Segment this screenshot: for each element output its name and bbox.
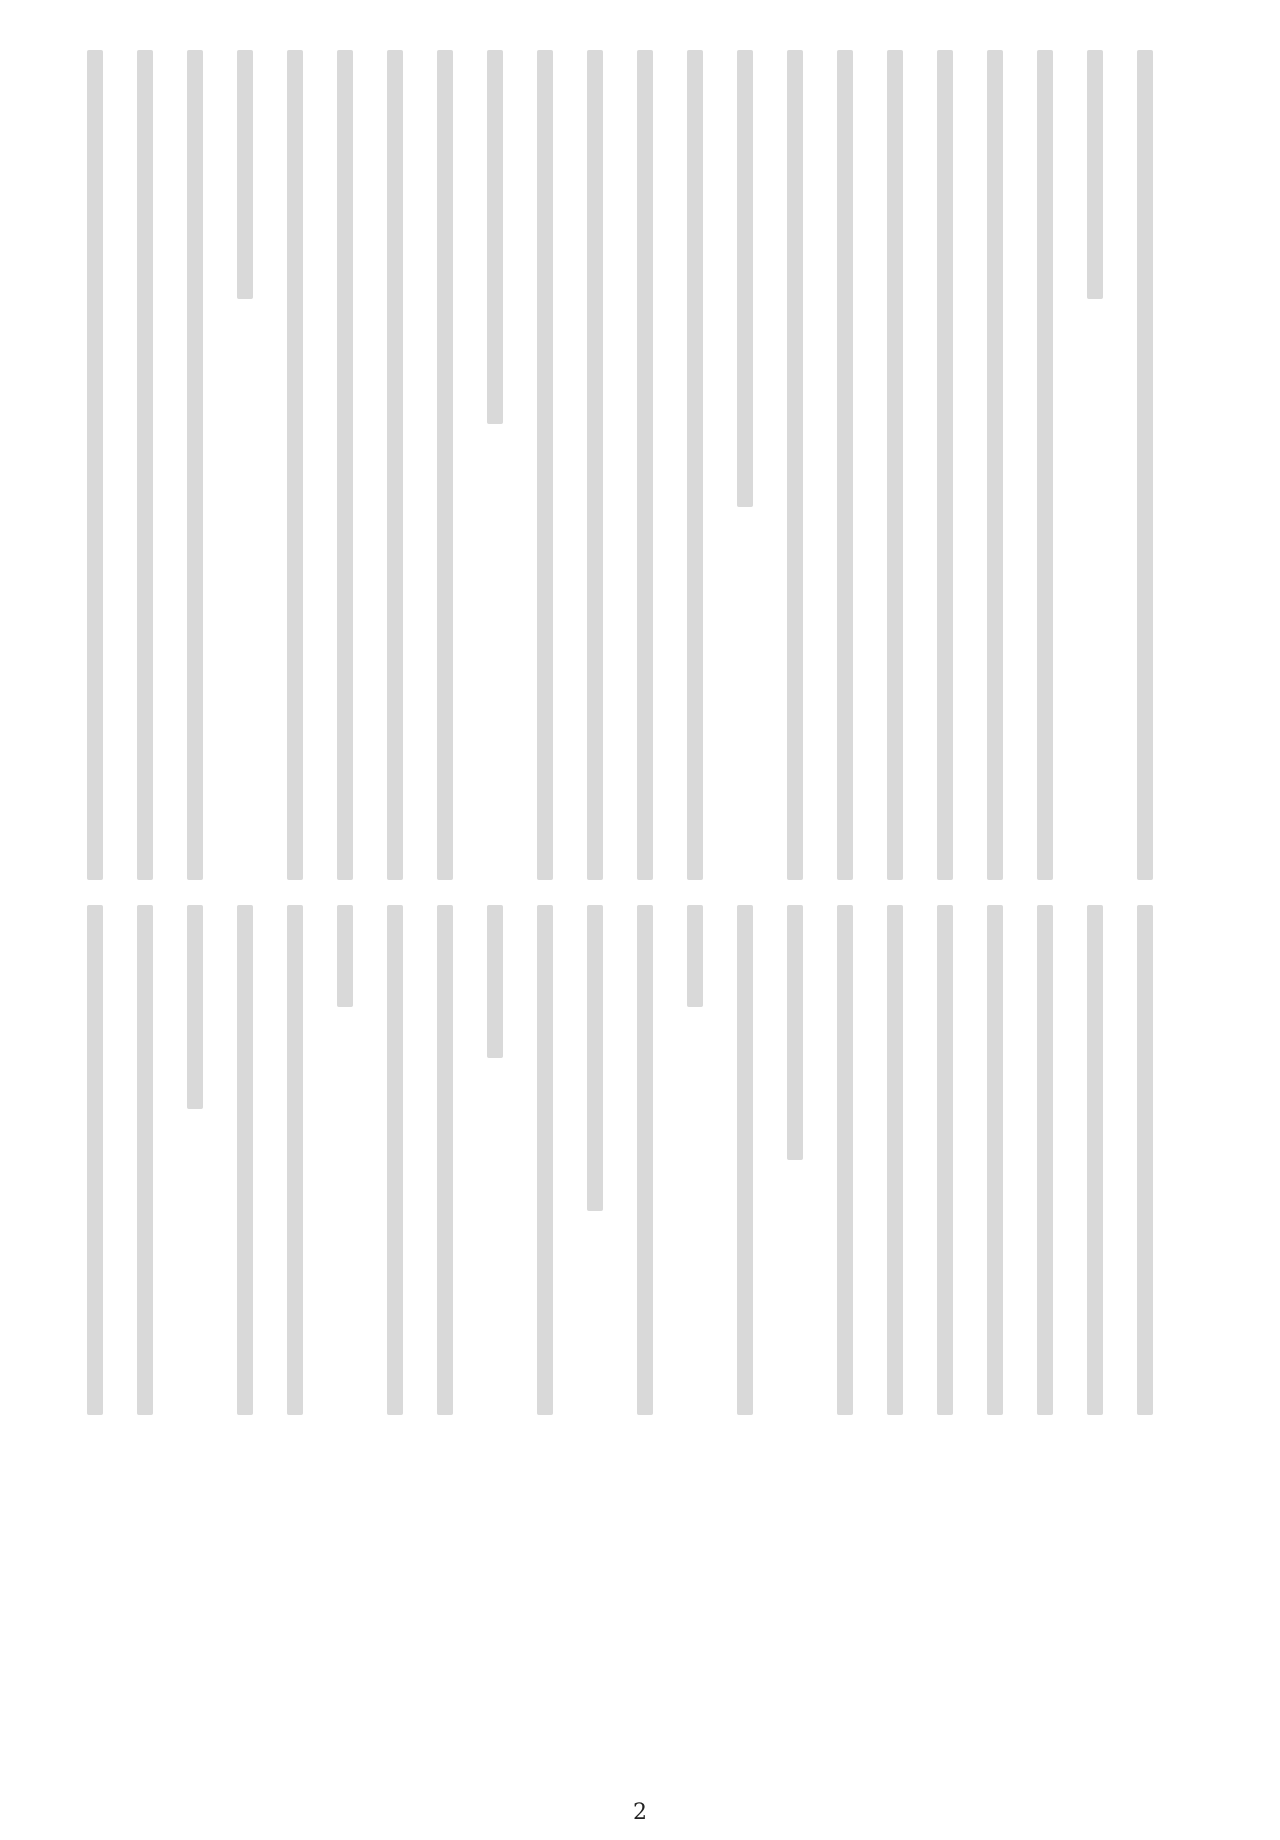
page-number: 2 — [633, 1800, 647, 1825]
text-line-placeholder — [787, 50, 803, 880]
text-line-placeholder — [587, 50, 603, 880]
text-line-placeholder — [837, 905, 853, 1415]
text-line-placeholder — [237, 905, 253, 1415]
text-line-placeholder — [1137, 905, 1153, 1415]
text-line-placeholder — [987, 905, 1003, 1415]
text-line-placeholder — [587, 905, 603, 1211]
text-line-placeholder — [87, 905, 103, 1415]
text-line-placeholder — [737, 50, 753, 507]
text-line-placeholder — [987, 50, 1003, 880]
text-line-placeholder — [737, 905, 753, 1415]
text-block-top — [70, 50, 1170, 880]
text-line-placeholder — [237, 50, 253, 299]
text-block-bottom — [70, 905, 1170, 1415]
text-line-placeholder — [337, 905, 353, 1007]
text-line-placeholder — [687, 50, 703, 880]
text-line-placeholder — [937, 50, 953, 880]
text-line-placeholder — [287, 905, 303, 1415]
text-line-placeholder — [487, 905, 503, 1058]
text-line-placeholder — [637, 50, 653, 880]
text-line-placeholder — [637, 905, 653, 1415]
text-line-placeholder — [537, 50, 553, 880]
text-line-placeholder — [437, 905, 453, 1415]
text-line-placeholder — [887, 50, 903, 880]
text-line-placeholder — [1037, 50, 1053, 880]
text-line-placeholder — [437, 50, 453, 880]
text-line-placeholder — [487, 50, 503, 424]
text-line-placeholder — [937, 905, 953, 1415]
text-line-placeholder — [337, 50, 353, 880]
text-line-placeholder — [87, 50, 103, 880]
text-line-placeholder — [287, 50, 303, 880]
text-line-placeholder — [1087, 50, 1103, 299]
text-line-placeholder — [787, 905, 803, 1160]
text-line-placeholder — [887, 905, 903, 1415]
text-line-placeholder — [387, 905, 403, 1415]
text-line-placeholder — [1037, 905, 1053, 1415]
text-line-placeholder — [187, 50, 203, 880]
text-line-placeholder — [1087, 905, 1103, 1415]
text-line-placeholder — [1137, 50, 1153, 880]
text-line-placeholder — [687, 905, 703, 1007]
text-line-placeholder — [537, 905, 553, 1415]
text-line-placeholder — [187, 905, 203, 1109]
text-line-placeholder — [837, 50, 853, 880]
text-line-placeholder — [387, 50, 403, 880]
text-line-placeholder — [137, 905, 153, 1415]
text-line-placeholder — [137, 50, 153, 880]
